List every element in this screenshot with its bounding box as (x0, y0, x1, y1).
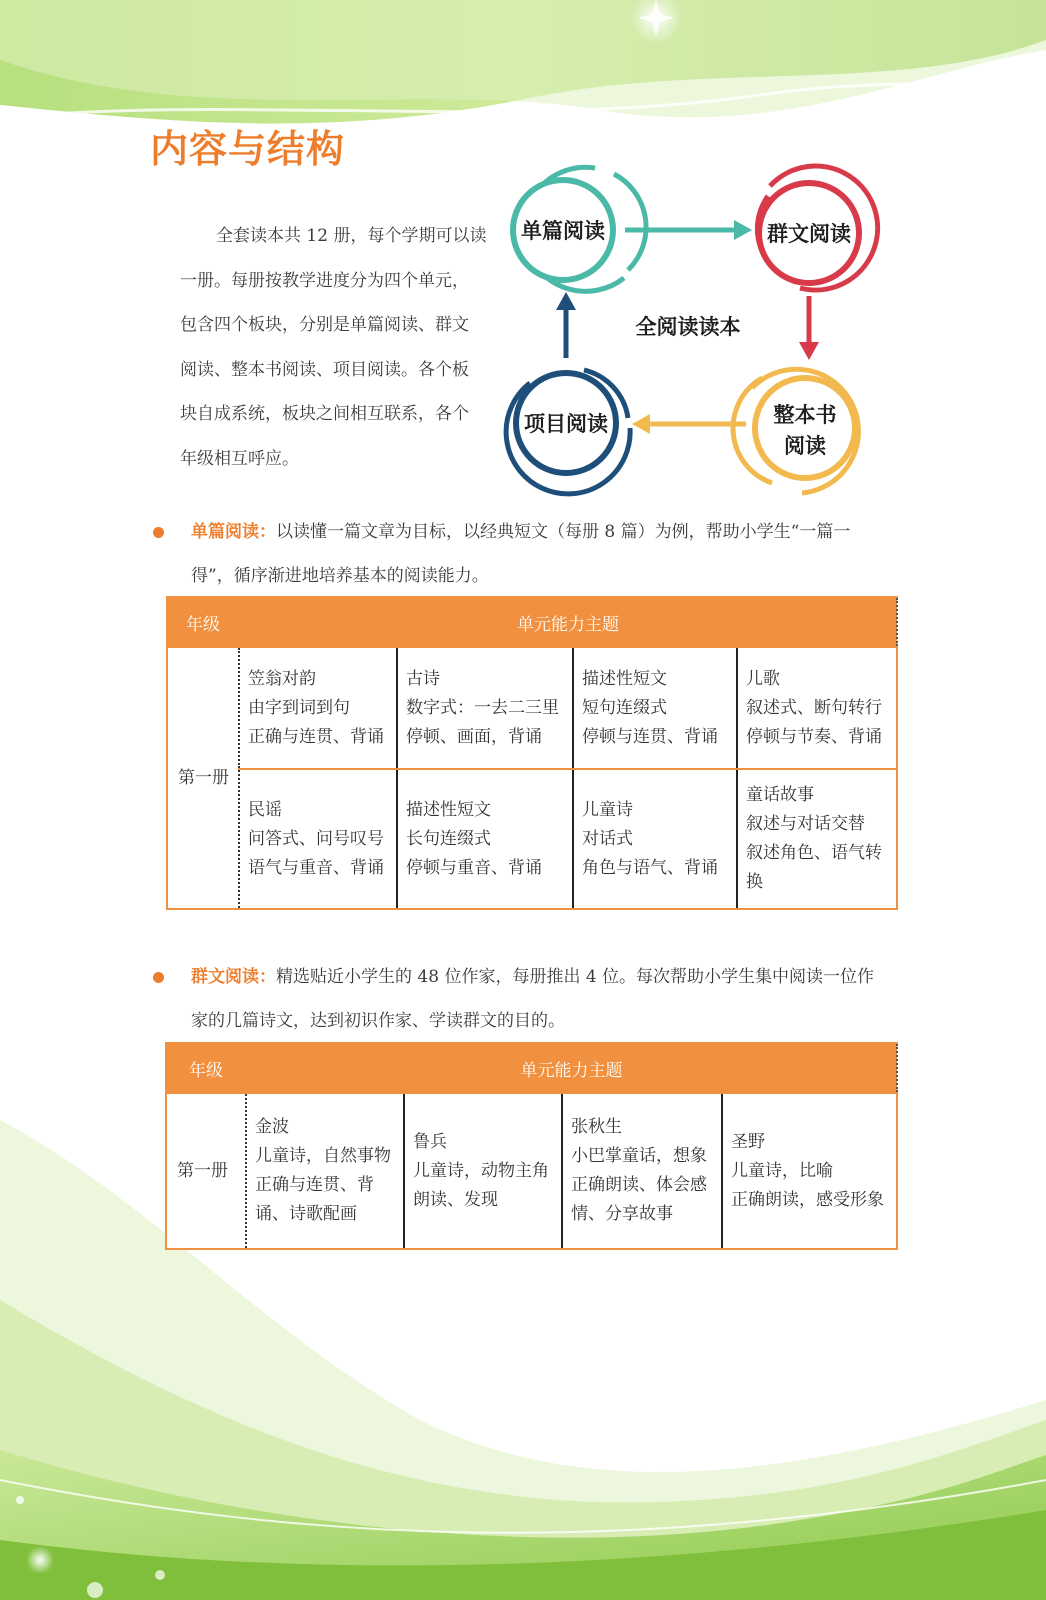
node-whole-book (733, 369, 858, 493)
table-header-row (167, 597, 897, 647)
bullet-dot-icon (153, 972, 164, 983)
arrow-whole-to-project (632, 414, 746, 434)
arrow-group-to-whole (799, 296, 819, 360)
node-label-group: 群文阅读 (767, 222, 851, 246)
table-header-row (166, 1043, 897, 1093)
table-cell: 张秋生 小巴掌童话，想象 正确朗读、体会感 情、分享故事 (562, 1093, 722, 1249)
grade-cell: 第一册 (167, 647, 239, 909)
table-cell: 金波 儿童诗，自然事物 正确与连贯、背 诵、诗歌配画 (246, 1093, 404, 1249)
intro-line: 年级相互呼应。 (180, 448, 299, 469)
table-row (167, 769, 897, 909)
table-cell: 儿歌 叙述式、断句转行 停顿与节奏、背诵 (737, 647, 897, 769)
arrow-project-to-single (556, 292, 576, 358)
node-group-reading (757, 166, 877, 290)
section-group-reading (157, 955, 897, 1043)
section-term: 单篇阅读： (191, 522, 276, 542)
section-term: 群文阅读： (191, 967, 276, 987)
header-theme: 单元能力主题 (246, 1043, 897, 1093)
node-label-single: 单篇阅读 (521, 219, 605, 243)
diagram-center-label: 全阅读读本 (635, 315, 741, 339)
header-grade: 年级 (167, 597, 239, 647)
node-label-whole-2: 阅读 (784, 434, 826, 458)
table-cell: 圣野 儿童诗，比喻 正确朗读，感受形象 (722, 1093, 897, 1249)
grade-cell: 第一册 (166, 1093, 246, 1249)
node-label-whole-1: 整本书 (773, 403, 837, 427)
intro-paragraph (180, 214, 496, 481)
section-text: 以读懂一篇文章为目标，以经典短文（每册 8 篇）为例，帮助小学生“一篇一 (276, 522, 851, 542)
page-title: 内容与结构 (150, 127, 346, 171)
table-row (167, 647, 897, 769)
single-reading-table (166, 596, 898, 910)
table-cell: 古诗 数字式：一去二三里 停顿、画面，背诵 (397, 647, 573, 769)
section-text-continued: 得”，循序渐进地培养基本的阅读能力。 (191, 566, 489, 586)
table-cell: 民谣 问答式、问号叹号 语气与重音、背诵 (239, 769, 397, 909)
intro-line: 块自成系统，板块之间相互联系，各个 (180, 404, 469, 424)
table-cell: 描述性短文 长句连缀式 停顿与重音、背诵 (397, 769, 573, 909)
intro-line: 阅读、整本书阅读、项目阅读。各个板 (180, 359, 469, 380)
table-cell: 笠翁对韵 由字到词到句 正确与连贯、背诵 (239, 647, 397, 769)
intro-line: 全套读本共 12 册，每个学期可以读 (216, 226, 487, 246)
table-cell: 描述性短文 短句连缀式 停顿与连贯、背诵 (573, 647, 737, 769)
node-label-project: 项目阅读 (524, 412, 608, 436)
bullet-dot-icon (153, 527, 164, 538)
header-grade: 年级 (166, 1043, 246, 1093)
section-text: 精选贴近小学生的 48 位作家，每册推出 4 位。每次帮助小学生集中阅读一位作 (276, 967, 875, 987)
header-theme: 单元能力主题 (239, 597, 897, 647)
table-cell: 儿童诗 对话式 角色与语气、背诵 (573, 769, 737, 909)
section-text-continued: 家的几篇诗文，达到初识作家、学读群文的目的。 (191, 1011, 565, 1031)
node-project-reading (506, 370, 630, 494)
intro-line: 一册。每册按教学进度分为四个单元， (180, 270, 469, 291)
group-reading-table (165, 1042, 898, 1250)
section-single-reading (157, 510, 897, 598)
table-row (166, 1093, 897, 1249)
intro-line: 包含四个板块，分别是单篇阅读、群文 (180, 315, 469, 335)
reading-cycle-diagram (500, 158, 900, 508)
table-cell: 童话故事 叙述与对话交替 叙述角色、语气转 换 (737, 769, 897, 909)
table-cell: 鲁兵 儿童诗，动物主角 朗读、发现 (404, 1093, 562, 1249)
